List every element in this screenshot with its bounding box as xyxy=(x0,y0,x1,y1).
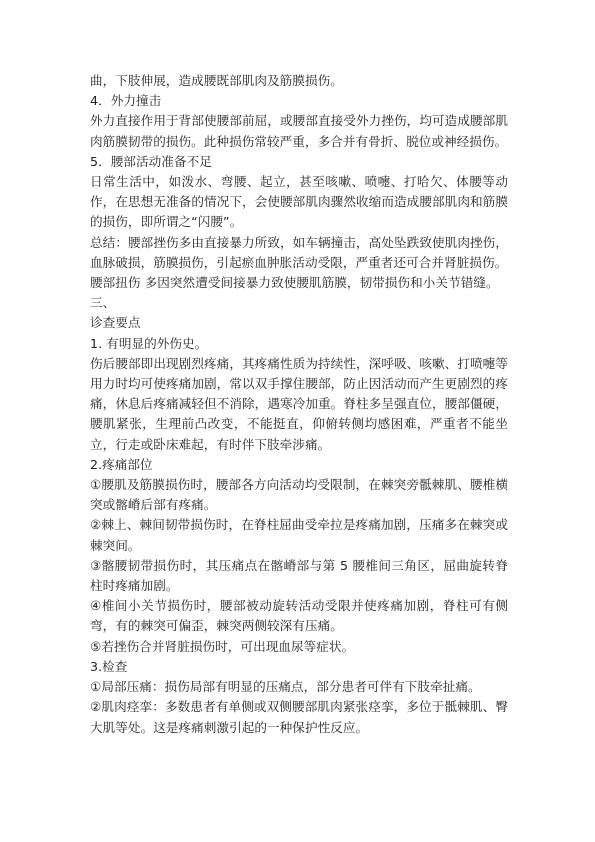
heading-external-impact: 4．外力撞击 xyxy=(90,93,162,109)
list-item-pain-1: ①腰肌及筋膜损伤时，腰部各方向活动均受限制，在棘突旁骶棘肌、腰椎横突或髂嵴后部有疼痛。 xyxy=(90,477,508,513)
list-item-exam-1: ①局部压痛：损伤局部有明显的压痛点，部分患者可伴有下肢牵扯痛。 xyxy=(90,679,481,695)
paragraph-pain-description: 伤后腰部即出现剧烈疼痛，其疼痛性质为持续性，深呼吸、咳嗽、打喷嚏等用力时均可使疼痛加剧，常以双手撑住腰部，防止因活动而产生更剧烈的疼痛，休息后疼痛减轻但不消除，遇寒冷加重。脊柱多呈强直位，腰部僵硬，腰肌紧张，生理前凸改变，不能挺直，仰俯转侧均感困难，严重者不能坐立，行走或卧床难起，有时伴下肢牵涉痛。 xyxy=(90,355,508,452)
heading-pain-location: 2.疼痛部位 xyxy=(90,456,153,472)
list-item-pain-2: ②棘上、棘间韧带损伤时，在脊柱屈曲受牵拉是疼痛加剧，压痛多在棘突或棘突间。 xyxy=(90,517,508,553)
section-title: 诊查要点 xyxy=(90,315,141,331)
heading-insufficient-preparation: 5．腰部活动准备不足 xyxy=(90,153,212,169)
list-item-pain-3: ③髂腰韧带损伤时，其压痛点在髂嵴部与第 5 腰椎间三角区，屈曲旋转脊柱时疼痛加剧。 xyxy=(90,557,508,594)
paragraph-insufficient-preparation: 日常生活中，如泼水、弯腰、起立，甚至咳嗽、喷嚏、打哈欠、体腰等动作，在思想无准备的情况下，会使腰部肌肉骤然收缩而造成腰部肌肉和筋膜的损伤，即所谓之“闪腰”。 xyxy=(90,174,508,230)
list-item-pain-4: ④椎间小关节损伤时，腰部被动旋转活动受限并使疼痛加剧，脊柱可有侧弯，有的棘突可偏歪，棘突两侧较深有压痛。 xyxy=(90,598,508,634)
section-number: 三、 xyxy=(90,295,116,311)
list-item-pain-5: ⑤若挫伤合并肾脏损伤时，可出现血尿等症状。 xyxy=(90,638,355,654)
heading-trauma-history: 1. 有明显的外伤史。 xyxy=(90,335,208,351)
document-body xyxy=(90,71,508,738)
paragraph-external-impact: 外力直接作用于背部使腰部前屈，或腰部直接受外力挫伤，均可造成腰部肌肉筋膜韧带的损伤。此种损伤常较严重，多合并有骨折、脱位或神经损伤。 xyxy=(90,113,508,149)
heading-examination: 3.检查 xyxy=(90,658,128,674)
paragraph-summary: 总结：腰部挫伤多由直接暴力所致，如车辆撞击，高处坠跌致使肌肉挫伤，血脉破损，筋膜损伤，引起瘀血肿胀活动受限，严重者还可合并肾脏损伤。 xyxy=(90,234,508,270)
list-item-exam-2: ②肌肉痉挛：多数患者有单侧或双侧腰部肌肉紧张痉挛，多位于骶棘肌、臀大肌等处。这是疼痛刺激引起的一种保护性反应。 xyxy=(90,699,508,735)
paragraph-continuation: 曲，下肢伸展，造成腰既部肌肉及筋膜损伤。 xyxy=(90,73,343,88)
paragraph-lumbar-sprain: 腰部扭伤 多因突然遭受间接暴力致使腰肌筋膜，韧带损伤和小关节错缝。 xyxy=(90,275,499,291)
